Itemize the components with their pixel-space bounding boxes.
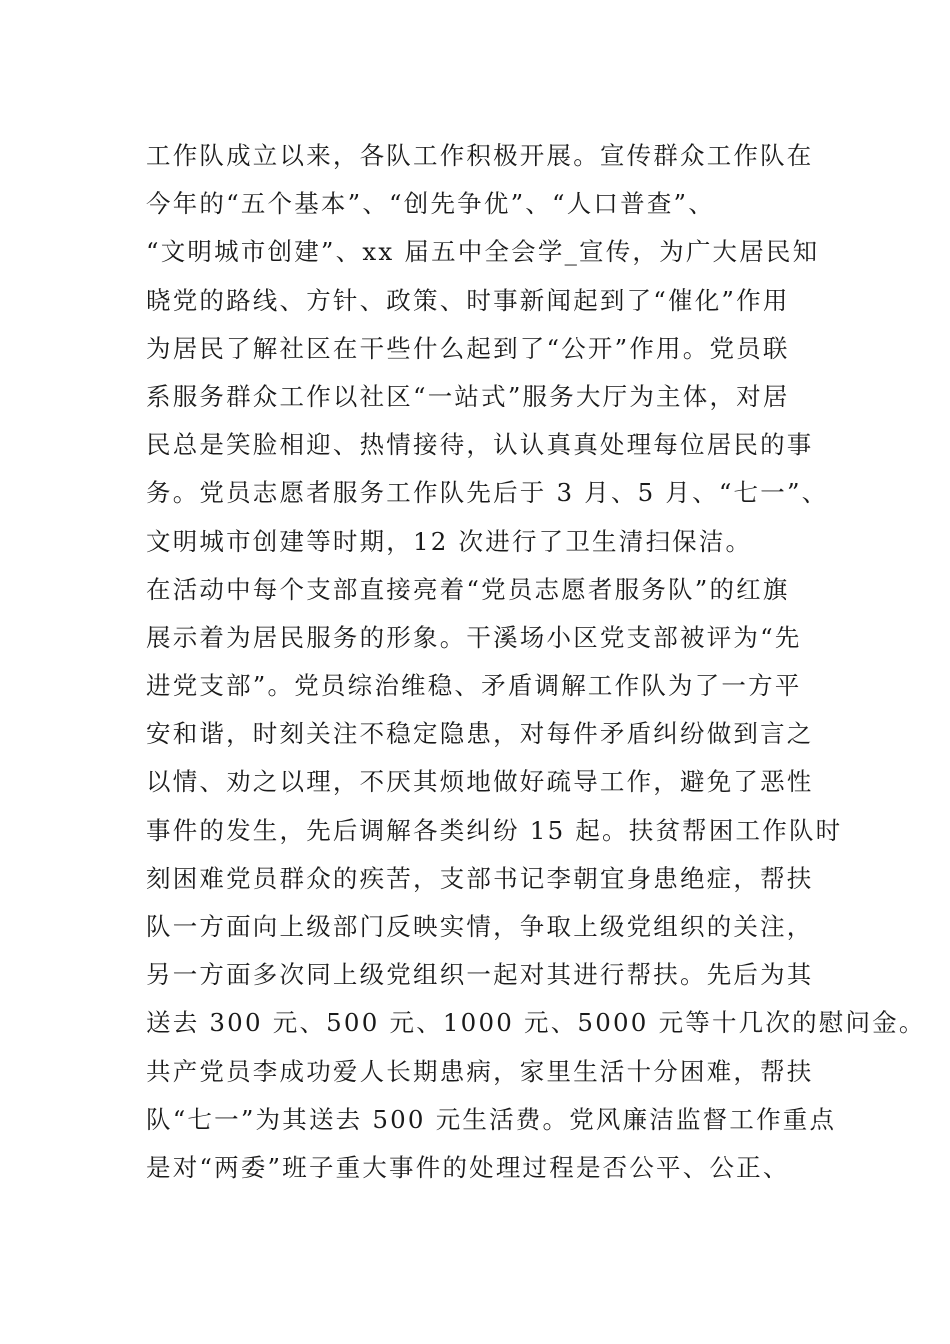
text-line: 另一方面多次同上级党组织一起对其进行帮扶。先后为其: [146, 960, 814, 990]
text-line: 刻困难党员群众的疾苦，支部书记李朝宜身患绝症，帮扶: [146, 863, 814, 893]
text-line: 队“七一”为其送去 500 元生活费。党风廉洁监督工作重点: [146, 1104, 837, 1134]
text-line: 为居民了解社区在干些什么起到了“公开”作用。党员联: [146, 333, 790, 363]
text-line: 安和谐，时刻关注不稳定隐患，对每件矛盾纠纷做到言之: [146, 719, 814, 749]
text-line: “文明城市创建”、xx 届五中全会学_宣传，为广大居民知: [146, 237, 820, 267]
text-line: 在活动中每个支部直接亮着“党员志愿者服务队”的红旗: [146, 574, 790, 604]
text-line: 是对“两委”班子重大事件的处理过程是否公平、公正、: [146, 1152, 790, 1182]
text-line: 民总是笑脸相迎、热情接待，认认真真处理每位居民的事: [146, 430, 814, 460]
text-line: 展示着为居民服务的形象。干溪场小区党支部被评为“先: [146, 622, 802, 652]
text-line: 共产党员李成功爱人长期患病，家里生活十分困难，帮扶: [146, 1056, 814, 1086]
text-line: 晓党的路线、方针、政策、时事新闻起到了“催化”作用: [146, 285, 790, 315]
text-line: 事件的发生，先后调解各类纠纷 15 起。扶贫帮困工作队时: [146, 815, 843, 845]
text-line: 今年的“五个基本”、“创先争优”、“人口普查”、: [146, 189, 715, 219]
text-line: 务。党员志愿者服务工作队先后于 3 月、5 月、“七一”、: [146, 478, 829, 508]
text-line: 工作队成立以来，各队工作积极开展。宣传群众工作队在: [146, 141, 814, 170]
text-line: 送去 300 元、500 元、1000 元、5000 元等十几次的慰问金。: [146, 1008, 926, 1038]
text-line: 文明城市创建等时期，12 次进行了卫生清扫保洁。: [146, 526, 753, 556]
text-line: 进党支部”。党员综治维稳、矛盾调解工作队为了一方平: [146, 671, 802, 701]
text-line: 以情、劝之以理，不厌其烦地做好疏导工作，避免了恶性: [146, 767, 814, 797]
text-line: 系服务群众工作以社区“一站式”服务大厅为主体，对居: [146, 381, 790, 411]
text-line: 队一方面向上级部门反映实情，争取上级党组织的关注，: [146, 912, 814, 941]
body-text: [146, 132, 926, 1192]
